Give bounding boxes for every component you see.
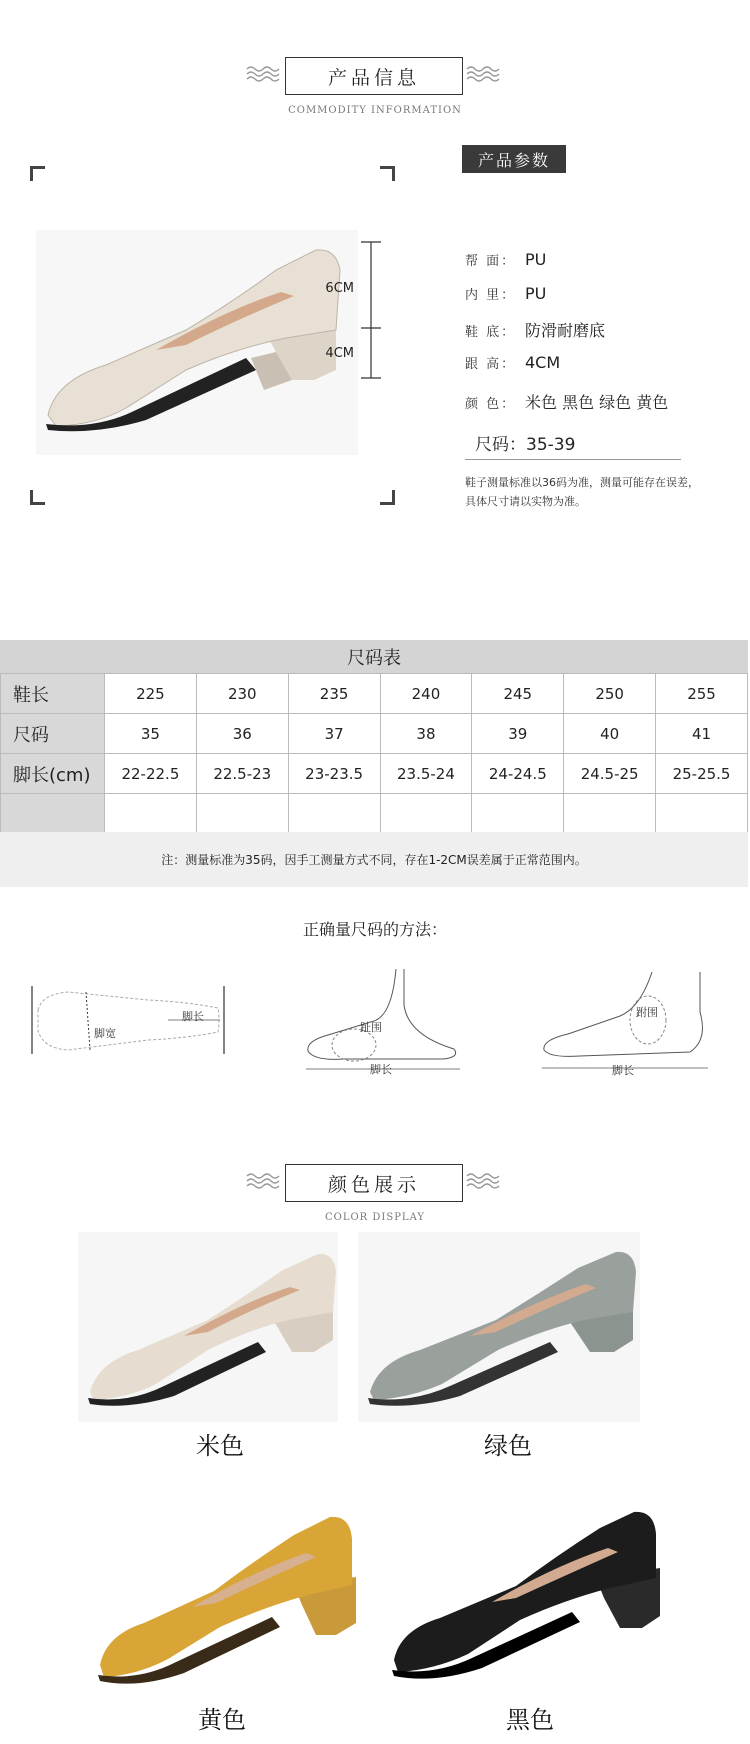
foot-length-label: 脚长 — [182, 1010, 204, 1023]
color-label-black: 黑色 — [506, 1706, 554, 1734]
param-row-sole — [465, 318, 605, 341]
section-title-product-info: 产品信息 — [285, 57, 463, 95]
frame-corner — [30, 166, 45, 181]
shoe-beige-image — [78, 1232, 338, 1422]
heel-measure-icon — [356, 240, 386, 380]
param-key: 帮 面： — [465, 254, 517, 269]
table-cell — [472, 794, 564, 838]
row-label-empty — [1, 794, 105, 838]
table-cell: 240 — [380, 674, 472, 714]
row-label: 鞋长 — [1, 674, 105, 714]
table-row — [1, 794, 748, 838]
table-cell: 35 — [105, 714, 197, 754]
param-key: 内 里： — [465, 288, 517, 303]
size-range: 尺码：35-39 — [475, 435, 576, 455]
table-cell: 245 — [472, 674, 564, 714]
table-cell: 40 — [564, 714, 656, 754]
table-cell: 24-24.5 — [472, 754, 564, 794]
toe-girth-label: 趾围 — [360, 1021, 382, 1034]
table-row — [1, 674, 748, 714]
color-label-yellow: 黄色 — [198, 1706, 246, 1734]
table-row — [1, 754, 748, 794]
shoe-green-image — [358, 1232, 640, 1422]
table-cell: 41 — [656, 714, 748, 754]
table-cell: 225 — [105, 674, 197, 714]
section-subtitle: COMMODITY INFORMATION — [288, 105, 462, 116]
table-cell — [288, 794, 380, 838]
size-table-note: 注：测量标准为35码，因手工测量方式不同，存在1-2CM误差属于正常范围内。 — [0, 832, 748, 887]
method-title: 正确量尺码的方法： — [302, 920, 447, 939]
params-badge: 产品参数 — [462, 145, 566, 173]
table-cell: 235 — [288, 674, 380, 714]
table-cell: 22.5-23 — [196, 754, 288, 794]
param-row-heel — [465, 353, 560, 372]
table-cell: 250 — [564, 674, 656, 714]
section-subtitle: COLOR DISPLAY — [324, 1212, 425, 1223]
table-cell: 37 — [288, 714, 380, 754]
table-cell: 38 — [380, 714, 472, 754]
foot-side-instep-diagram — [540, 968, 710, 1076]
size-table — [0, 673, 748, 838]
instep-girth-label: 跗围 — [636, 1006, 658, 1019]
param-key: 颜 色： — [465, 397, 517, 412]
foot-length-label: 脚长 — [370, 1063, 392, 1075]
table-cell — [656, 794, 748, 838]
param-value: 4CM — [525, 353, 561, 372]
table-cell: 24.5-25 — [564, 754, 656, 794]
frame-corner — [380, 166, 395, 181]
foot-side-toe-diagram — [304, 965, 464, 1075]
wave-decoration-icon — [466, 1171, 500, 1191]
wave-decoration-icon — [246, 1171, 280, 1191]
wave-decoration-icon — [466, 64, 500, 84]
frame-corner — [380, 490, 395, 505]
param-value: PU — [525, 250, 547, 269]
row-label: 尺码 — [1, 714, 105, 754]
shoe-black-image — [388, 1498, 670, 1698]
product-shoe-image — [36, 230, 366, 455]
foot-top-view-diagram — [28, 980, 228, 1060]
heel-height-top-label: 6CM — [325, 281, 354, 296]
table-cell: 22-22.5 — [105, 754, 197, 794]
table-cell — [380, 794, 472, 838]
row-label: 脚长(cm) — [1, 754, 105, 794]
color-label-green: 绿色 — [484, 1432, 532, 1460]
param-key: 跟 高： — [465, 357, 517, 372]
divider — [465, 459, 681, 460]
measure-note-line2: 具体尺寸请以实物为准。 — [465, 495, 586, 508]
table-cell: 25-25.5 — [656, 754, 748, 794]
section-title-color-display: 颜色展示 — [285, 1164, 463, 1202]
measure-note-line1: 鞋子测量标准以36码为准，测量可能存在误差， — [465, 476, 699, 489]
heel-height-bottom-label: 4CM — [325, 346, 354, 361]
table-cell: 36 — [196, 714, 288, 754]
table-cell: 39 — [472, 714, 564, 754]
param-key: 鞋 底： — [465, 325, 517, 340]
foot-width-label: 脚宽 — [94, 1027, 116, 1040]
frame-corner — [30, 490, 45, 505]
param-value: 防滑耐磨底 — [525, 321, 606, 340]
table-row — [1, 714, 748, 754]
table-cell: 23.5-24 — [380, 754, 472, 794]
table-cell — [196, 794, 288, 838]
wave-decoration-icon — [246, 64, 280, 84]
shoe-yellow-image — [94, 1505, 364, 1705]
color-label-beige: 米色 — [196, 1432, 244, 1460]
table-cell: 23-23.5 — [288, 754, 380, 794]
param-row-upper — [465, 250, 546, 269]
table-cell — [105, 794, 197, 838]
param-value: PU — [525, 284, 547, 303]
size-table-title: 尺码表 — [0, 640, 748, 674]
table-cell: 255 — [656, 674, 748, 714]
table-cell: 230 — [196, 674, 288, 714]
foot-length-label: 脚长 — [612, 1064, 634, 1076]
table-cell — [564, 794, 656, 838]
param-row-lining — [465, 284, 546, 303]
param-value: 米色 黑色 绿色 黄色 — [525, 393, 669, 412]
param-row-color — [465, 390, 668, 413]
